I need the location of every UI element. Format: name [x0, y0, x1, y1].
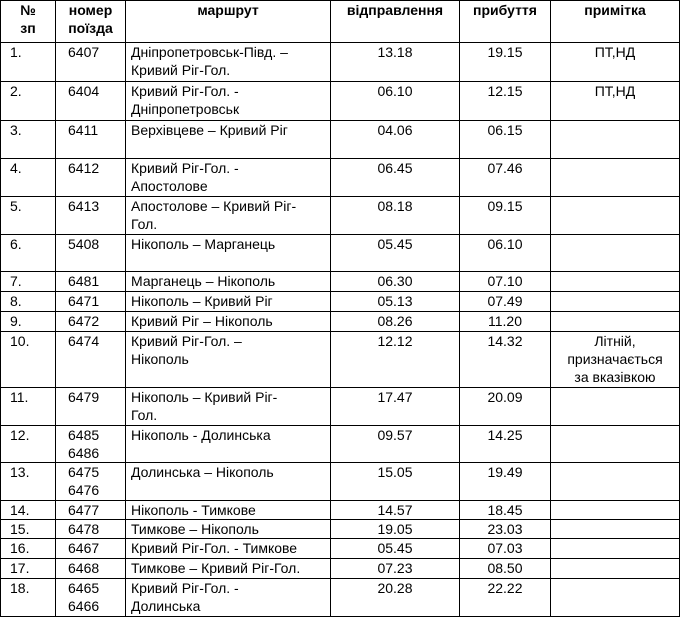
cell-train-number: 6465 6466: [56, 579, 126, 617]
cell-departure: 07.23: [331, 559, 460, 579]
cell-note: [551, 388, 680, 426]
cell-note: [551, 121, 680, 159]
header-departure: відправлення: [331, 1, 460, 43]
cell-note: [551, 579, 680, 617]
cell-num: 3.: [1, 121, 56, 159]
cell-route: Дніпропетровськ-Півд. – Кривий Ріг-Гол.: [126, 43, 331, 82]
table-row: [1, 463, 680, 501]
cell-num: 1.: [1, 43, 56, 82]
cell-arrival: 14.32: [460, 332, 551, 388]
cell-route: Марганець – Нікополь: [126, 272, 331, 292]
table-row: [1, 121, 680, 159]
cell-note: [551, 426, 680, 463]
header-note: примітка: [551, 1, 680, 43]
cell-train-number: 6412: [56, 159, 126, 197]
table-row: [1, 426, 680, 463]
cell-note: [551, 292, 680, 312]
cell-train-number: 6472: [56, 312, 126, 332]
cell-route: Кривий Ріг-Гол. - Долинська: [126, 579, 331, 617]
cell-departure: 15.05: [331, 463, 460, 501]
cell-train-number: 5408: [56, 235, 126, 272]
cell-num: 13.: [1, 463, 56, 501]
cell-num: 17.: [1, 559, 56, 579]
cell-departure: 09.57: [331, 426, 460, 463]
cell-arrival: 14.25: [460, 426, 551, 463]
cell-route: Апостолове – Кривий Ріг- Гол.: [126, 197, 331, 235]
cell-num: 4.: [1, 159, 56, 197]
table-row: [1, 292, 680, 312]
cell-departure: 12.12: [331, 332, 460, 388]
cell-arrival: 19.49: [460, 463, 551, 501]
cell-departure: 06.45: [331, 159, 460, 197]
cell-note: ПТ,НД: [551, 82, 680, 121]
cell-train-number: 6404: [56, 82, 126, 121]
cell-train-number: 6407: [56, 43, 126, 82]
cell-num: 5.: [1, 197, 56, 235]
cell-route: Тимкове – Кривий Ріг-Гол.: [126, 559, 331, 579]
cell-note: [551, 159, 680, 197]
cell-route: Кривий Ріг-Гол. - Тимкове: [126, 539, 331, 559]
cell-departure: 19.05: [331, 520, 460, 539]
cell-arrival: 06.10: [460, 235, 551, 272]
cell-train-number: 6485 6486: [56, 426, 126, 463]
cell-num: 2.: [1, 82, 56, 121]
cell-note: Літній, призначається за вказівкою: [551, 332, 680, 388]
table-row: [1, 235, 680, 272]
cell-arrival: 07.10: [460, 272, 551, 292]
cell-num: 10.: [1, 332, 56, 388]
cell-note: [551, 235, 680, 272]
cell-departure: 05.45: [331, 235, 460, 272]
cell-note: [551, 559, 680, 579]
schedule-body: [1, 43, 680, 617]
cell-route: Нікополь - Долинська: [126, 426, 331, 463]
cell-train-number: 6475 6476: [56, 463, 126, 501]
table-row: [1, 43, 680, 82]
cell-arrival: 06.15: [460, 121, 551, 159]
cell-departure: 17.47: [331, 388, 460, 426]
cell-route: Кривий Ріг-Гол. – Нікополь: [126, 332, 331, 388]
table-row: [1, 82, 680, 121]
cell-arrival: 08.50: [460, 559, 551, 579]
header-arrival: прибуття: [460, 1, 551, 43]
table-row: [1, 388, 680, 426]
cell-departure: 05.45: [331, 539, 460, 559]
cell-route: Кривий Ріг-Гол. - Дніпропетровськ: [126, 82, 331, 121]
cell-note: [551, 463, 680, 501]
cell-arrival: 07.46: [460, 159, 551, 197]
cell-arrival: 11.20: [460, 312, 551, 332]
cell-note: [551, 520, 680, 539]
cell-train-number: 6481: [56, 272, 126, 292]
cell-arrival: 12.15: [460, 82, 551, 121]
cell-departure: 20.28: [331, 579, 460, 617]
cell-route: Нікополь – Кривий Ріг: [126, 292, 331, 312]
cell-route: Нікополь – Кривий Ріг- Гол.: [126, 388, 331, 426]
table-row: [1, 197, 680, 235]
cell-train-number: 6468: [56, 559, 126, 579]
cell-departure: 06.30: [331, 272, 460, 292]
table-row: [1, 501, 680, 520]
cell-departure: 06.10: [331, 82, 460, 121]
cell-departure: 08.18: [331, 197, 460, 235]
header-route: маршрут: [126, 1, 331, 43]
cell-arrival: 23.03: [460, 520, 551, 539]
cell-num: 7.: [1, 272, 56, 292]
cell-note: [551, 312, 680, 332]
cell-train-number: 6479: [56, 388, 126, 426]
cell-train-number: 6467: [56, 539, 126, 559]
table-row: [1, 539, 680, 559]
cell-note: [551, 539, 680, 559]
header-row: [1, 1, 680, 43]
cell-route: Кривий Ріг – Нікополь: [126, 312, 331, 332]
cell-departure: 13.18: [331, 43, 460, 82]
cell-departure: 05.13: [331, 292, 460, 312]
cell-route: Нікополь – Марганець: [126, 235, 331, 272]
cell-train-number: 6477: [56, 501, 126, 520]
cell-note: [551, 197, 680, 235]
cell-num: 14.: [1, 501, 56, 520]
table-row: [1, 332, 680, 388]
cell-arrival: 20.09: [460, 388, 551, 426]
cell-train-number: 6411: [56, 121, 126, 159]
cell-arrival: 22.22: [460, 579, 551, 617]
cell-note: [551, 272, 680, 292]
table-row: [1, 559, 680, 579]
cell-departure: 14.57: [331, 501, 460, 520]
cell-departure: 04.06: [331, 121, 460, 159]
cell-train-number: 6471: [56, 292, 126, 312]
cell-num: 12.: [1, 426, 56, 463]
table-row: [1, 312, 680, 332]
cell-num: 8.: [1, 292, 56, 312]
cell-route: Тимкове – Нікополь: [126, 520, 331, 539]
cell-num: 6.: [1, 235, 56, 272]
cell-train-number: 6413: [56, 197, 126, 235]
cell-route: Верхівцеве – Кривий Ріг: [126, 121, 331, 159]
table-row: [1, 520, 680, 539]
cell-train-number: 6478: [56, 520, 126, 539]
table-row: [1, 579, 680, 617]
header-train: номер поїзда: [56, 1, 126, 43]
cell-arrival: 18.45: [460, 501, 551, 520]
cell-num: 15.: [1, 520, 56, 539]
cell-num: 16.: [1, 539, 56, 559]
cell-num: 18.: [1, 579, 56, 617]
cell-route: Долинська – Нікополь: [126, 463, 331, 501]
cell-arrival: 19.15: [460, 43, 551, 82]
cell-arrival: 09.15: [460, 197, 551, 235]
table-row: [1, 159, 680, 197]
cell-num: 11.: [1, 388, 56, 426]
cell-train-number: 6474: [56, 332, 126, 388]
cell-route: Нікополь - Тимкове: [126, 501, 331, 520]
cell-note: ПТ,НД: [551, 43, 680, 82]
header-num: № зп: [1, 1, 56, 43]
table-row: [1, 272, 680, 292]
cell-arrival: 07.03: [460, 539, 551, 559]
cell-num: 9.: [1, 312, 56, 332]
cell-route: Кривий Ріг-Гол. - Апостолове: [126, 159, 331, 197]
cell-note: [551, 501, 680, 520]
cell-departure: 08.26: [331, 312, 460, 332]
cell-arrival: 07.49: [460, 292, 551, 312]
